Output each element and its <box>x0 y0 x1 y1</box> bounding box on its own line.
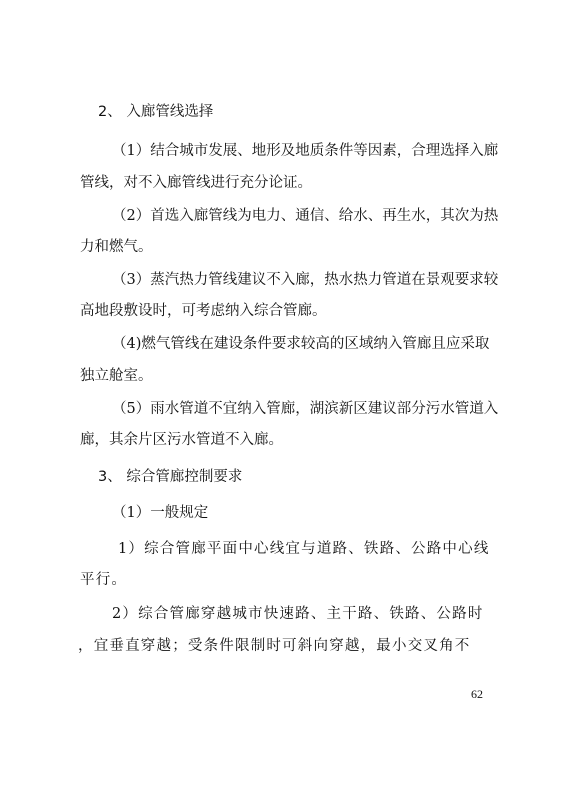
page-number: 62 <box>471 687 483 701</box>
section-3-item-1-line-2: 平行。 <box>80 572 128 588</box>
section-2-item-4-line-2: 独立舱室。 <box>80 368 153 384</box>
section-2-item-1-line-2: 管线，对不入廊管线进行充分论证。 <box>80 175 312 191</box>
section-3-item-2-line-1: 2）综合管廊穿越城市快速路、主干路、铁路、公路时 <box>112 606 484 622</box>
section-2-item-3-line-1: （3）蒸汽热力管线建议不入廊，热水热力管道在景观要求较 <box>112 272 499 288</box>
section-3-heading: 3、 综合管廊控制要求 <box>98 469 243 485</box>
section-2-item-5-line-1: （5）雨水管道不宜纳入管廊，湖滨新区建议部分污水管道入 <box>112 401 499 417</box>
section-2-item-5-line-2: 廊，其余片区污水管道不入廊。 <box>80 432 283 448</box>
section-3-item-1-line-1: 1）综合管廊平面中心线宜与道路、铁路、公路中心线 <box>118 541 490 557</box>
section-2-item-2-line-1: （2）首选入廊管线为电力、通信、给水、再生水，其次为热 <box>112 208 499 224</box>
section-2-item-3-line-2: 高地段敷设时，可考虑纳入综合管廊。 <box>80 303 327 319</box>
section-3-item-2-line-2: ，宜垂直穿越；受条件限制时可斜向穿越，最小交叉角不 <box>78 638 471 654</box>
section-2-item-1-line-1: （1）结合城市发展、地形及地质条件等因素，合理选择入廊 <box>112 143 499 159</box>
section-2-item-4-line-1: （4)燃气管线在建设条件要求较高的区域纳入管廊且应采取 <box>112 336 490 352</box>
section-3-subheading: （1）一般规定 <box>112 505 209 521</box>
section-2-item-2-line-2: 力和燃气。 <box>80 239 153 255</box>
section-2-heading: 2、 入廊管线选择 <box>98 104 214 120</box>
